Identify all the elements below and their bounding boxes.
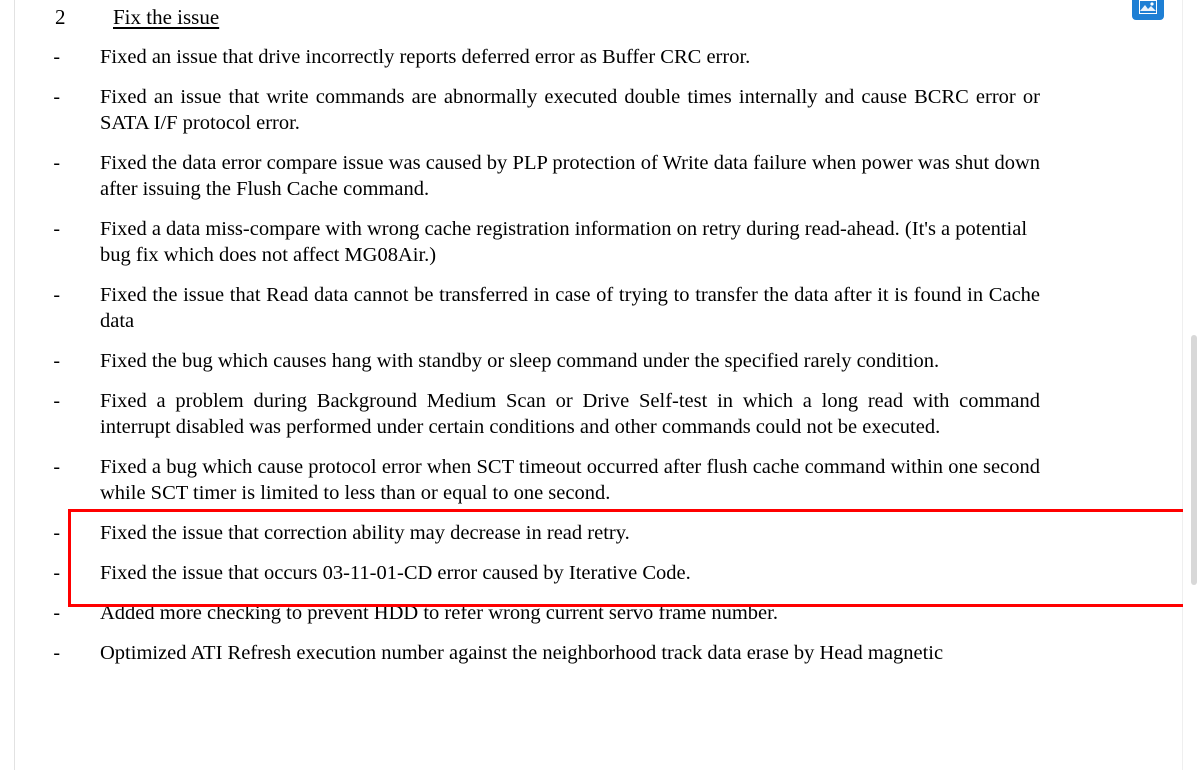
bullet-marker: - xyxy=(53,390,60,412)
section-title: Fix the issue xyxy=(113,5,220,29)
list-item-text: Fixed a problem during Background Medium Scan or Drive Self-test in which a long read with command interrupt disabled was performed under certain conditions and other commands could not be executed. xyxy=(100,390,1040,438)
list-item-text: Fixed a bug which cause protocol error when SCT timeout occurred after flush cache command within one second while SCT timer is limited to less than or equal to one second. xyxy=(100,456,1040,504)
list-item-text: Added more checking to prevent HDD to refer wrong current servo frame number. xyxy=(100,602,778,624)
list-item-text: Fixed an issue that drive incorrectly reports deferred error as Buffer CRC error. xyxy=(100,46,751,68)
list-item-text: Optimized ATI Refresh execution number against the neighborhood track data erase by Head magnetic xyxy=(100,642,944,664)
bullet-marker: - xyxy=(53,350,60,372)
list-item-text: Fixed the bug which causes hang with standby or sleep command under the specified rarely condition. xyxy=(100,350,940,372)
list-item xyxy=(0,216,1200,268)
scrollbar-thumb[interactable] xyxy=(1191,335,1197,585)
bullet-marker: - xyxy=(53,284,60,306)
list-item xyxy=(0,520,1200,546)
bullet-marker: - xyxy=(53,456,60,478)
section-heading xyxy=(55,3,1055,31)
list-item-text: Fixed the issue that correction ability may decrease in read retry. xyxy=(100,522,630,544)
fix-list xyxy=(0,44,1200,680)
bullet-marker: - xyxy=(53,602,60,624)
list-item-text: Fixed an issue that write commands are abnormally executed double times internally and cause BCRC error or SATA I/F protocol error. xyxy=(100,86,1040,134)
image-placeholder-icon xyxy=(1132,0,1164,20)
list-item-text: Fixed the issue that Read data cannot be transferred in case of trying to transfer the data after it is found in Cache data xyxy=(100,284,1040,332)
bullet-marker: - xyxy=(53,46,60,68)
list-item xyxy=(0,84,1200,136)
list-item xyxy=(0,282,1200,334)
bullet-marker: - xyxy=(53,642,60,664)
list-item xyxy=(0,388,1200,440)
list-item-text: Fixed a data miss-compare with wrong cache registration information on retry during read-ahead. (It's a potential bug fix which does not affect MG08Air.) xyxy=(100,218,1028,266)
bullet-marker: - xyxy=(53,218,60,240)
list-item xyxy=(0,44,1200,70)
list-item-text: Fixed the issue that occurs 03-11-01-CD error caused by Iterative Code. xyxy=(100,562,691,584)
bullet-marker: - xyxy=(53,86,60,108)
list-item-text: Fixed the data error compare issue was caused by PLP protection of Write data failure when power was shut down after issuing the Flush Cache command. xyxy=(100,152,1040,200)
list-item xyxy=(0,560,1200,586)
section-number: 2 xyxy=(55,5,66,29)
vertical-scrollbar[interactable] xyxy=(1183,0,1200,770)
list-item xyxy=(0,348,1200,374)
bullet-marker: - xyxy=(53,522,60,544)
list-item xyxy=(0,150,1200,202)
list-item xyxy=(0,600,1200,626)
list-item-highlighted xyxy=(0,454,1200,506)
bullet-marker: - xyxy=(53,152,60,174)
bullet-marker: - xyxy=(53,562,60,584)
list-item xyxy=(0,640,1200,666)
